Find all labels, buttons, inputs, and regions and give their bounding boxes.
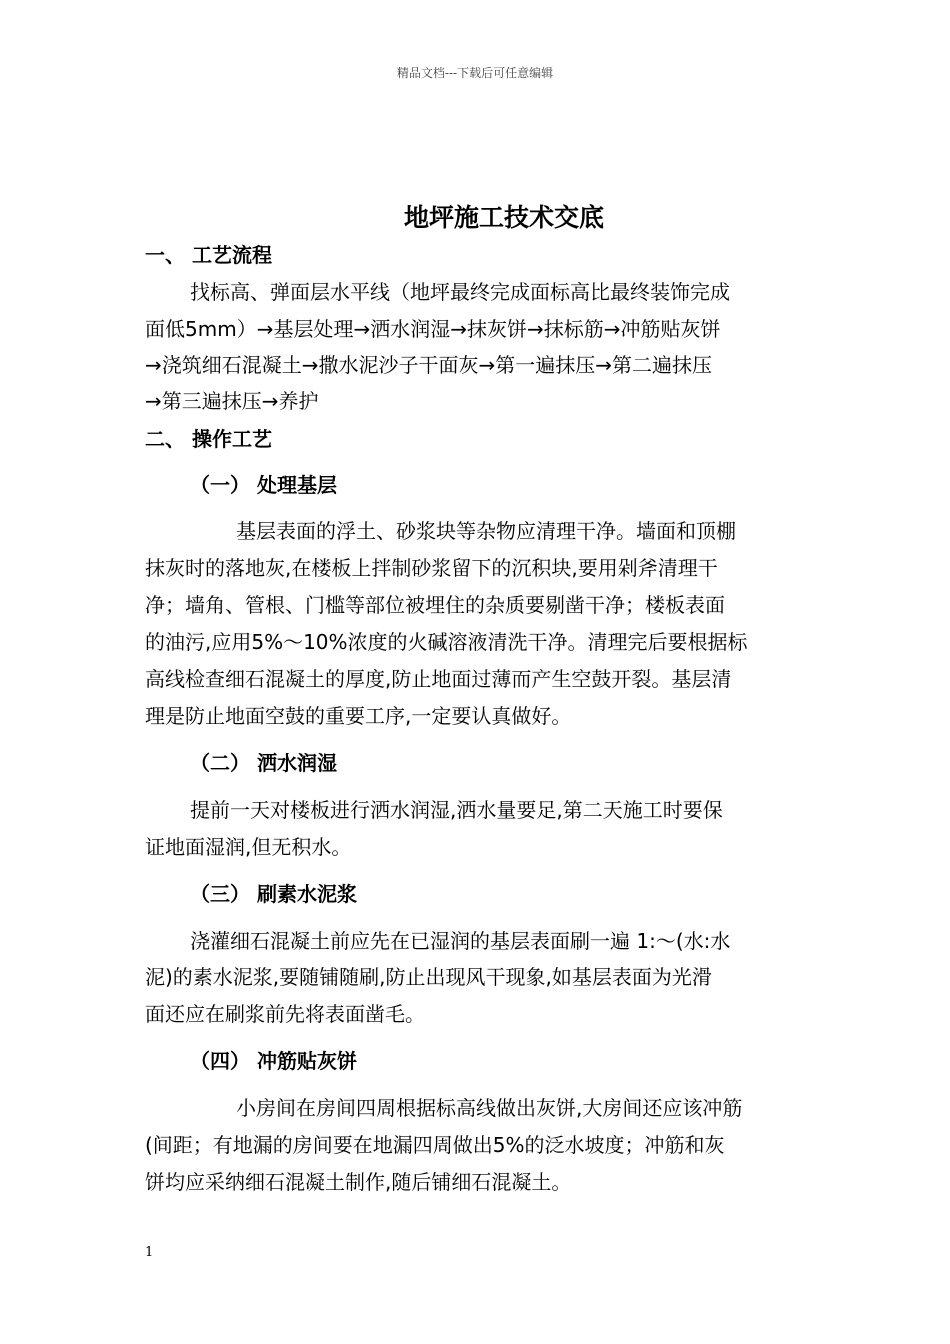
document-title: 地坪施工技术交底 — [403, 203, 604, 232]
paragraph-line: 浇灌细石混凝土前应先在已湿润的基层表面刷一遍 1:～(水:水 — [190, 929, 731, 953]
paragraph-line: →第三遍抹压→养护 — [145, 389, 319, 413]
paragraph-line: 面低5mm）→基层处理→洒水润湿→抹灰饼→抹标筋→冲筋贴灰饼 — [145, 317, 721, 341]
paragraph-line: 理是防止地面空鼓的重要工序,一定要认真做好。 — [145, 704, 572, 728]
subsection-heading-base-treatment: （一） 处理基层 — [190, 473, 337, 497]
paragraph-line: 饼均应采纳细石混凝土制作,随后铺细石混凝土。 — [145, 1170, 572, 1194]
paragraph-line: 提前一天对楼板进行洒水润湿,洒水量要足,第二天施工时要保 — [190, 798, 723, 822]
paragraph-line: 净；墙角、管根、门槛等部位被埋住的杂质要剔凿干净；楼板表面 — [145, 593, 725, 617]
section-heading-operation-process: 二、 操作工艺 — [145, 427, 272, 451]
subsection-heading-cement-slurry: （三） 刷素水泥浆 — [190, 882, 357, 906]
paragraph-line: 基层表面的浮土、砂浆块等杂物应清理干净。墙面和顶棚 — [236, 519, 736, 543]
paragraph-line: 泥)的素水泥浆,要随铺随刷,防止出现风干现象,如基层表面为光滑 — [145, 965, 712, 989]
subsection-heading-screed-and-pads: （四） 冲筋贴灰饼 — [190, 1049, 357, 1073]
paragraph-line: 抹灰时的落地灰,在楼板上拌制砂浆留下的沉积块,要用剁斧清理干 — [145, 556, 718, 580]
section-heading-process-flow: 一、 工艺流程 — [145, 243, 272, 267]
paragraph-line: →浇筑细石混凝土→撒水泥沙子干面灰→第一遍抹压→第二遍抹压 — [145, 353, 713, 377]
subsection-heading-water-wetting: （二） 洒水润湿 — [190, 751, 337, 775]
paragraph-line: 高线检查细石混凝土的厚度,防止地面过薄而产生空鼓开裂。基层清 — [145, 667, 732, 691]
paragraph-line: 面还应在刷浆前先将表面凿毛。 — [145, 1002, 425, 1026]
page-number: 1 — [145, 1245, 154, 1260]
paragraph-line: 找标高、弹面层水平线（地坪最终完成面标高比最终装饰完成 — [190, 280, 730, 304]
page-header-note: 精品文档---下载后可任意编辑 — [396, 66, 554, 80]
paragraph-line: 的油污,应用5%～10%浓度的火碱溶液清洗干净。清理完后要根据标 — [145, 630, 748, 654]
paragraph-line: (间距；有地漏的房间要在地漏四周做出5%的泛水坡度；冲筋和灰 — [145, 1133, 725, 1157]
paragraph-line: 证地面湿润,但无积水。 — [145, 835, 352, 859]
paragraph-line: 小房间在房间四周根据标高线做出灰饼,大房间还应该冲筋 — [236, 1096, 743, 1120]
